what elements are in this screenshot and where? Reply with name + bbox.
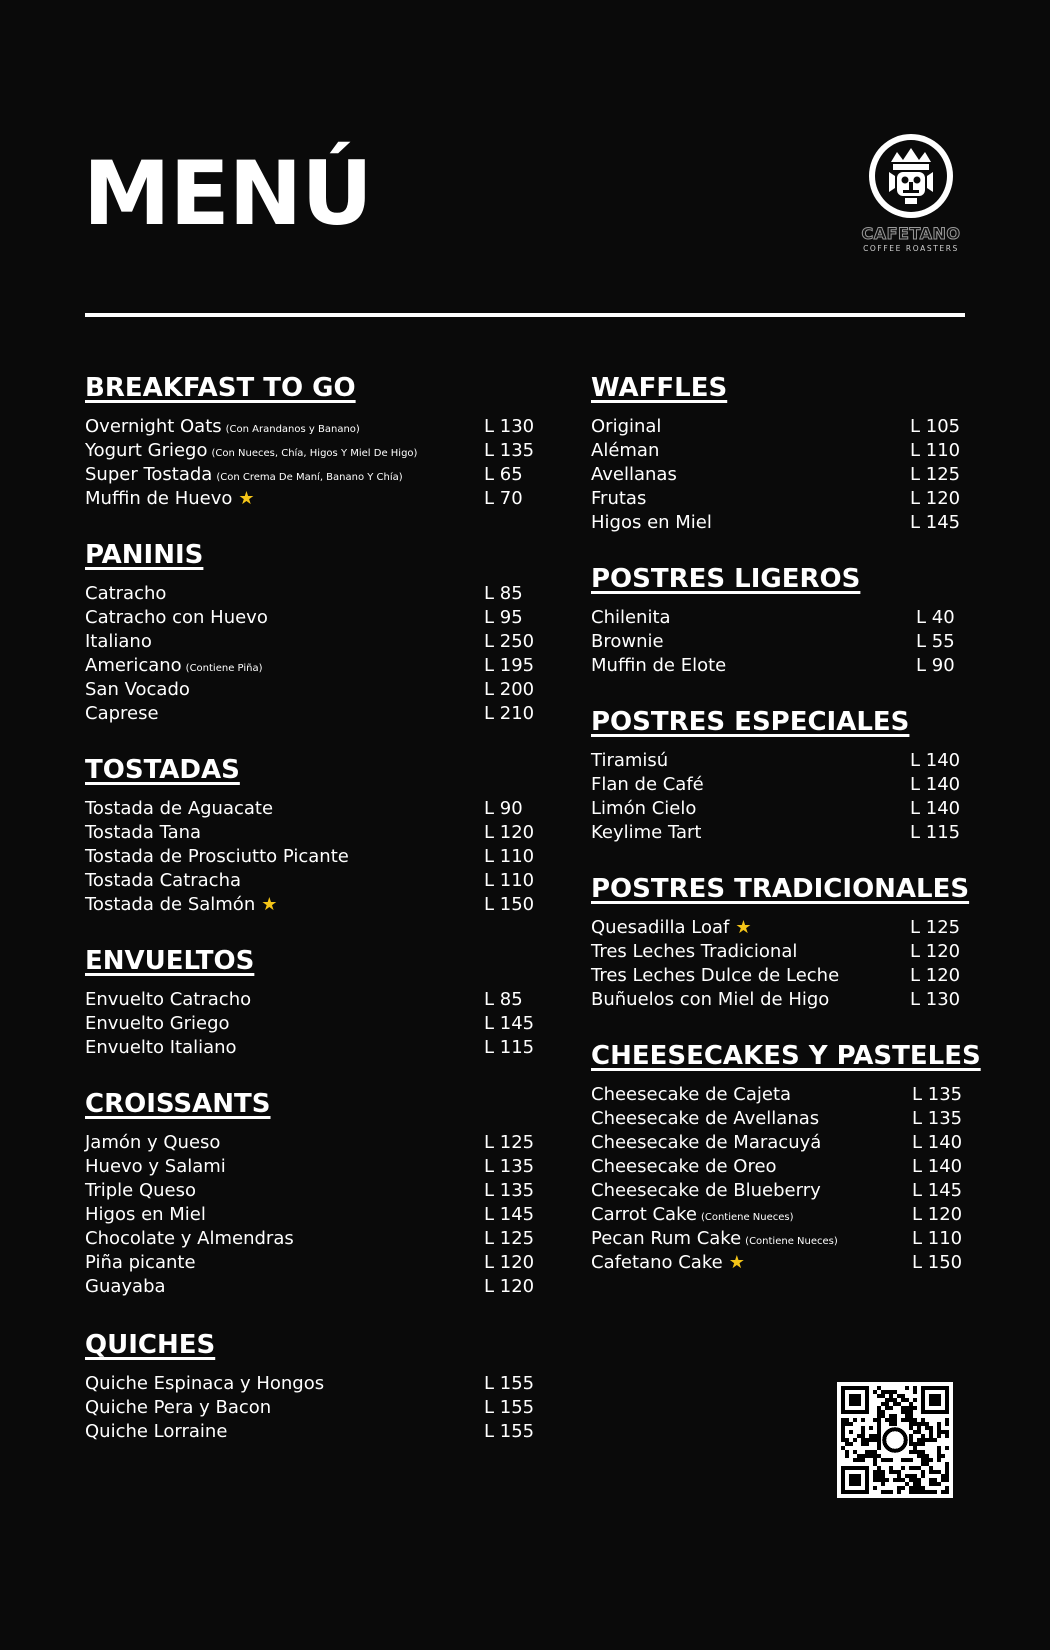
item-name: Catracho [85,583,167,604]
item-price: L 150 [912,1252,963,1273]
item-name: Cheesecake de Maracuyá [591,1132,822,1153]
item-price: L 115 [484,1037,535,1058]
item-name: Muffin de Elote [591,655,727,676]
menu-item [591,940,966,964]
mayan-mask-logo-icon [867,132,955,220]
menu-item [85,630,535,654]
menu-item [85,1396,535,1420]
item-price: L 120 [910,488,961,509]
menu-item [85,845,535,869]
item-name: Cheesecake de Blueberry [591,1180,821,1201]
section-title: POSTRES ESPECIALES [591,707,910,737]
item-name: Tostada Catracha [85,870,242,891]
star-icon: ★ [261,894,278,915]
menu-item [85,1251,535,1275]
menu-item [591,1155,966,1179]
item-name: Chilenita [591,607,671,628]
item-name: Limón Cielo [591,798,697,819]
section-title: POSTRES TRADICIONALES [591,874,970,904]
item-name: Envuelto Catracho [85,989,252,1010]
item-note: (Contiene Piña) [185,663,263,674]
item-name: Tostada de Salmón [85,894,256,915]
item-price: L 135 [912,1108,963,1129]
section-title: ENVUELTOS [85,946,255,976]
item-price: L 135 [484,440,535,461]
menu-item [85,869,535,893]
item-price: L 200 [484,679,535,700]
menu-item [591,1227,966,1251]
item-name: Yogurt Griego [85,440,208,461]
item-name: Muffin de Huevo [85,488,233,509]
menu-item [591,821,966,845]
item-name: Chocolate y Almendras [85,1228,294,1249]
item-name: Brownie [591,631,664,652]
section-quiches [85,1327,535,1444]
item-price: L 250 [484,631,535,652]
item-price: L 140 [910,774,961,795]
item-price: L 120 [484,1276,535,1297]
item-price: L 145 [484,1013,535,1034]
menu-item [591,1131,966,1155]
item-name: Tostada de Aguacate [85,798,274,819]
menu-item [85,1275,535,1299]
menu-item [591,1179,966,1203]
item-price: L 140 [912,1132,963,1153]
menu-item [85,582,535,606]
section-title: CROISSANTS [85,1089,271,1119]
menu-item [85,988,535,1012]
item-name: Quiche Pera y Bacon [85,1397,272,1418]
item-price: L 120 [910,965,961,986]
star-icon: ★ [728,1252,745,1273]
right-column [591,370,981,1301]
item-name: Quiche Espinaca y Hongos [85,1373,325,1394]
item-name: Quiche Lorraine [85,1421,228,1442]
item-price: L 140 [910,750,961,771]
brand-tagline: COFFEE ROASTERS [863,244,959,253]
item-price: L 210 [484,703,535,724]
menu-item [591,749,966,773]
item-name: Frutas [591,488,647,509]
item-price: L 140 [912,1156,963,1177]
menu-item [591,1083,966,1107]
item-name: Tres Leches Dulce de Leche [591,965,840,986]
item-price: L 145 [912,1180,963,1201]
item-price: L 90 [484,798,523,819]
menu-item [591,630,966,654]
item-note: (Contiene Nueces) [745,1236,838,1247]
section-title: BREAKFAST TO GO [85,373,356,403]
item-name: Original [591,416,662,437]
item-price: L 110 [912,1228,963,1249]
menu-item [85,439,535,463]
menu-item [591,511,966,535]
menu-item [591,964,966,988]
item-name: Tostada de Prosciutto Picante [85,846,349,867]
item-price: L 115 [910,822,961,843]
section-envueltos [85,943,535,1060]
item-price: L 110 [484,870,535,891]
menu-item [85,797,535,821]
item-name: Quesadilla Loaf [591,917,730,938]
star-icon: ★ [735,917,752,938]
section-waffles [591,370,966,535]
qr-code-icon [837,1382,953,1498]
item-price: L 130 [484,416,535,437]
menu-item [591,463,966,487]
item-price: L 55 [916,631,955,652]
section-title: CHEESECAKES Y PASTELES [591,1041,981,1071]
menu-item [85,1179,535,1203]
section-postres-tradicionales [591,871,970,1012]
menu-item [85,678,535,702]
item-name: Envuelto Griego [85,1013,230,1034]
item-name: Catracho con Huevo [85,607,268,628]
item-price: L 110 [484,846,535,867]
item-name: Tostada Tana [85,822,202,843]
item-name: Tres Leches Tradicional [591,941,798,962]
item-note: (Contiene Nueces) [700,1212,794,1223]
item-name: Pecan Rum Cake [591,1228,742,1249]
item-name: Super Tostada [85,464,213,485]
item-name: Overnight Oats [85,416,222,437]
item-price: L 155 [484,1421,535,1442]
menu-item [591,654,966,678]
section-title: WAFFLES [591,373,728,403]
brand-logo [856,132,966,253]
menu-item [85,702,535,726]
item-price: L 150 [484,894,535,915]
section-title: QUICHES [85,1330,216,1360]
menu-item [85,1155,535,1179]
section-postres-ligeros [591,561,966,678]
item-price: L 125 [910,917,961,938]
menu-item [85,1131,535,1155]
menu-item [85,606,535,630]
menu-item [591,415,966,439]
item-name: Guayaba [85,1276,166,1297]
item-name: Tiramisú [591,750,669,771]
menu-item [591,773,966,797]
item-price: L 70 [484,488,523,509]
item-name: Cheesecake de Oreo [591,1156,777,1177]
item-price: L 120 [484,822,535,843]
menu-title: MENÚ [83,142,372,245]
menu-item [591,1203,966,1227]
section-breakfast-to-go [85,370,535,511]
menu-item [591,988,966,1012]
section-cheesecakes-y-pasteles [591,1038,981,1275]
item-name: Americano [85,655,182,676]
item-price: L 40 [916,607,955,628]
item-name: Huevo y Salami [85,1156,226,1177]
item-price: L 110 [910,440,961,461]
item-price: L 140 [910,798,961,819]
item-price: L 155 [484,1397,535,1418]
item-name: Envuelto Italiano [85,1037,237,1058]
menu-item [591,606,966,630]
item-name: Flan de Café [591,774,704,795]
item-price: L 120 [910,941,961,962]
menu-item [85,1420,535,1444]
item-price: L 85 [484,989,523,1010]
item-name: Avellanas [591,464,677,485]
item-name: Piña picante [85,1252,196,1273]
item-name: Higos en Miel [591,512,712,533]
menu-item [85,1227,535,1251]
section-title: PANINIS [85,540,204,570]
item-note: (Con Crema De Maní, Banano Y Chía) [216,472,403,483]
section-title: TOSTADAS [85,755,240,785]
menu-item [85,1036,535,1060]
item-price: L 155 [484,1373,535,1394]
menu-item [591,1251,966,1275]
item-price: L 195 [484,655,535,676]
item-name: Higos en Miel [85,1204,206,1225]
item-price: L 135 [912,1084,963,1105]
menu-item [85,463,535,487]
menu-item [591,1107,966,1131]
menu-item [85,1012,535,1036]
menu-item [85,654,535,678]
item-name: Carrot Cake [591,1204,697,1225]
menu-item [85,487,535,511]
menu-item [591,916,966,940]
star-icon: ★ [238,488,255,509]
item-price: L 95 [484,607,523,628]
item-price: L 125 [910,464,961,485]
item-name: Italiano [85,631,152,652]
item-price: L 65 [484,464,523,485]
item-name: Cheesecake de Avellanas [591,1108,820,1129]
item-note: (Con Arandanos y Banano) [225,424,360,435]
section-tostadas [85,752,535,917]
menu-item [591,439,966,463]
menu-item [85,415,535,439]
section-croissants [85,1086,535,1299]
item-price: L 125 [484,1132,535,1153]
section-paninis [85,537,535,726]
item-name: Keylime Tart [591,822,702,843]
item-price: L 85 [484,583,523,604]
item-name: Cafetano Cake [591,1252,723,1273]
item-price: L 120 [912,1204,963,1225]
item-name: Jamón y Queso [85,1132,221,1153]
menu-item [591,487,966,511]
item-price: L 145 [910,512,961,533]
menu-item [85,821,535,845]
brand-name: CAFETANO [861,224,961,243]
item-price: L 105 [910,416,961,437]
item-price: L 135 [484,1180,535,1201]
item-name: Cheesecake de Cajeta [591,1084,792,1105]
header-divider [85,313,965,317]
menu-item [85,1372,535,1396]
item-price: L 145 [484,1204,535,1225]
section-postres-especiales [591,704,966,845]
item-price: L 90 [916,655,955,676]
item-name: Caprese [85,703,159,724]
item-name: San Vocado [85,679,190,700]
menu-item [85,1203,535,1227]
item-price: L 130 [910,989,961,1010]
item-price: L 120 [484,1252,535,1273]
menu-item [591,797,966,821]
item-name: Triple Queso [85,1180,197,1201]
item-name: Aléman [591,440,660,461]
item-price: L 135 [484,1156,535,1177]
left-column [85,370,535,1470]
item-name: Buñuelos con Miel de Higo [591,989,830,1010]
menu-item [85,893,535,917]
item-note: (Con Nueces, Chía, Higos Y Miel De Higo) [211,448,418,459]
section-title: POSTRES LIGEROS [591,564,861,594]
item-price: L 125 [484,1228,535,1249]
